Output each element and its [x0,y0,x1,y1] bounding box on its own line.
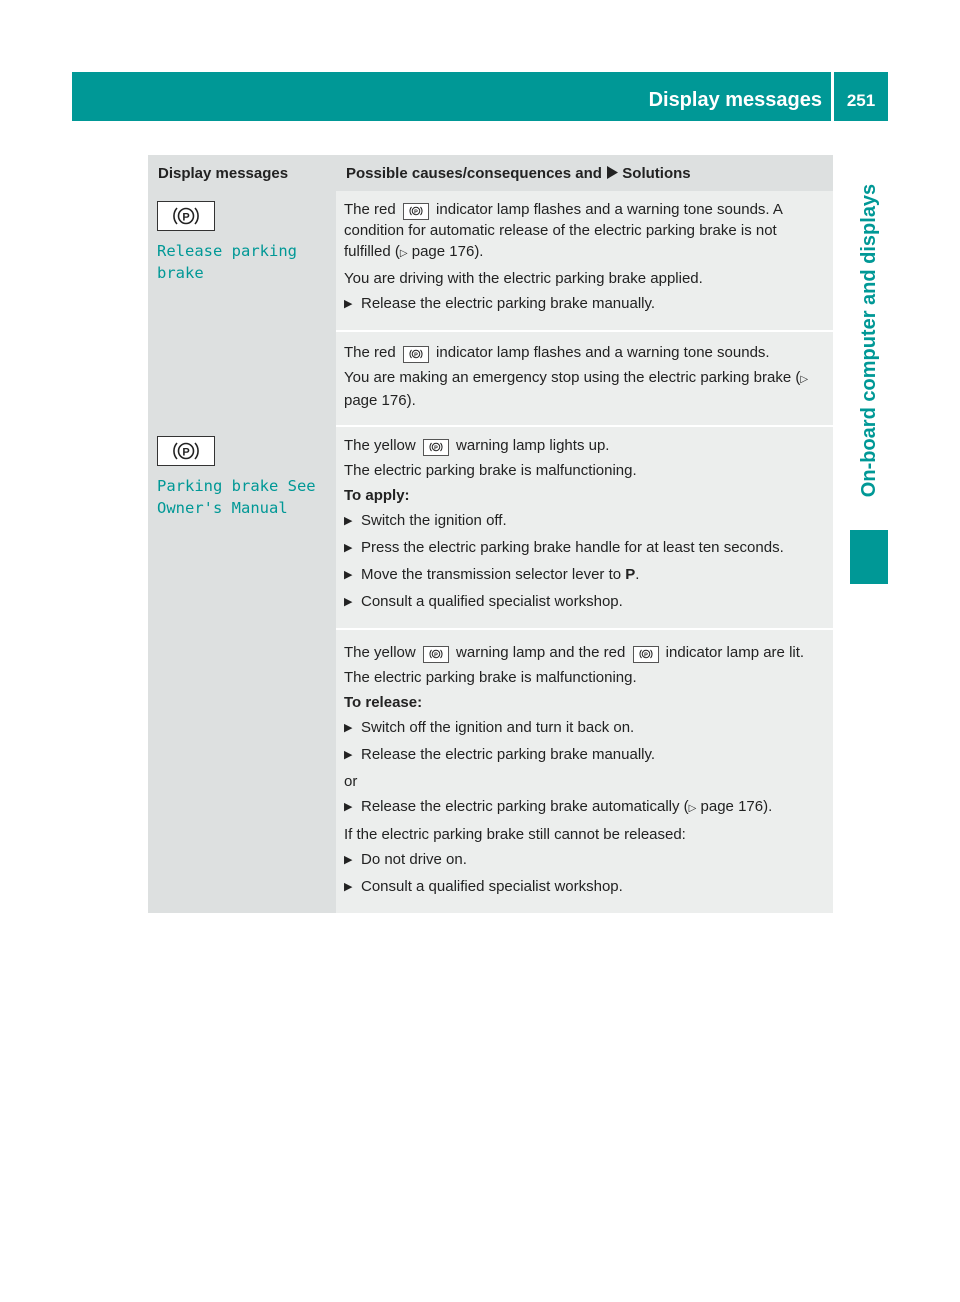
parking-brake-lamp-icon [157,436,215,466]
page-ref-link[interactable]: page 176 [700,798,764,815]
col-header-display-messages: Display messages [148,155,336,191]
svg-text:P: P [643,652,648,659]
side-tab-marker [850,530,888,584]
cause-text: The red P indicator lamp flashes and a warning tone sounds. A condition for automatic release of the electric parking brake is not fulfilled (▷ page 176). [344,201,783,260]
parking-brake-lamp-icon [423,439,449,456]
cause-text: The electric parking brake is malfunctioning. [344,669,637,686]
message-cell [148,191,336,426]
page-ref-link[interactable]: page 176 [344,392,407,409]
cause-text: The yellow P warning lamp lights up. [344,437,610,454]
col-header-solutions: Possible causes/consequences and Solutions [336,155,833,191]
page-reference-triangle-icon: ▷ [399,248,408,259]
page-section-title: Display messages [648,89,822,111]
svg-text:P: P [414,209,418,216]
or-text: or [344,773,358,790]
solution-step: ▶ Move the transmission selector lever to P. [344,564,827,586]
table-header-row [148,155,833,191]
svg-text:P: P [182,211,190,224]
solution-cell [336,331,833,426]
solutions-arrow-icon [606,166,618,179]
solution-step: ▶ Press the electric parking brake handle for at least ten seconds. [344,537,827,559]
solution-step: ▶ Consult a qualified specialist workshop. [344,591,827,613]
message-cell [148,426,336,913]
solution-step: ▶ Switch off the ignition and turn it back on. [344,717,827,739]
solution-cell [336,629,833,913]
step-arrow-icon: ▶ [344,569,353,581]
solution-step: ▶ Consult a qualified specialist workshop. [344,876,827,898]
step-arrow-icon: ▶ [344,542,353,554]
display-messages-table [148,155,833,913]
cause-text: The yellow P warning lamp and the red P indicator lamp are lit. [344,644,805,661]
cause-text: You are driving with the electric parking brake applied. [344,270,703,287]
parking-brake-lamp-icon [633,646,659,663]
step-arrow-icon: ▶ [344,881,353,893]
svg-text:P: P [434,445,438,452]
page-reference-triangle-icon: ▷ [688,803,697,814]
solution-cell [336,191,833,331]
procedure-heading: To apply: [344,487,410,504]
page-number: 251 [846,91,876,110]
step-arrow-icon: ▶ [344,854,353,866]
step-arrow-icon: ▶ [344,749,353,761]
table-row [148,426,833,629]
page-ref-link[interactable]: page 176 [411,243,475,260]
step-arrow-icon: ▶ [344,298,353,310]
cause-text: If the electric parking brake still cannot be released: [344,826,686,843]
cause-text: The red P indicator lamp flashes and a warning tone sounds. [344,344,770,361]
display-message-text: Release parking brake [157,242,297,282]
solution-step: ▶ Release the electric parking brake manually. [344,744,827,766]
step-arrow-icon: ▶ [344,722,353,734]
parking-brake-lamp-icon [403,346,429,363]
parking-brake-lamp-icon [423,646,449,663]
parking-brake-lamp-icon [157,201,215,231]
side-chapter-tab [850,130,890,550]
cause-text: You are making an emergency stop using the electric parking brake (▷ page 176). [344,369,809,409]
step-arrow-icon: ▶ [344,801,353,813]
step-arrow-icon: ▶ [344,596,353,608]
solution-step: ▶ Switch the ignition off. [344,510,827,532]
svg-text:P: P [434,652,438,659]
solution-cell [336,426,833,629]
selector-position: P [625,566,636,583]
procedure-heading: To release: [344,694,423,711]
cause-text: The electric parking brake is malfunctioning. [344,462,637,479]
parking-brake-lamp-icon [403,203,429,220]
svg-text:P: P [182,446,190,459]
table-row [148,191,833,331]
solution-step: ▶ Release the electric parking brake manually. [344,293,827,315]
solution-step: ▶ Release the electric parking brake automatically (▷ page 176). [344,796,827,819]
solution-step: ▶ Do not drive on. [344,849,827,871]
display-message-text: Parking brake See Owner's Manual [157,477,316,517]
svg-text:P: P [414,352,418,359]
page-reference-triangle-icon: ▷ [800,374,809,385]
side-chapter-label: On-board computer and displays [858,183,881,497]
step-arrow-icon: ▶ [344,515,353,527]
